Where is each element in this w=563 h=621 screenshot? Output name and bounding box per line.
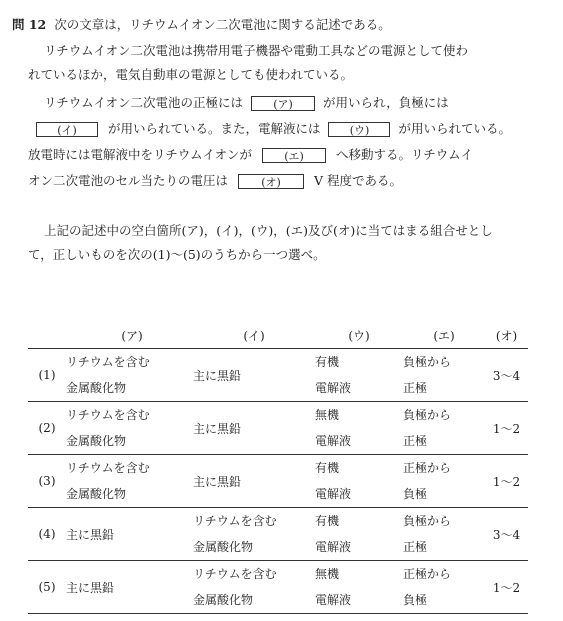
cell-d — [403, 349, 485, 402]
choice-number: (4) — [28, 508, 66, 561]
cell-text: 負極から — [403, 355, 452, 369]
table-header-row — [28, 322, 528, 349]
text-segment: が用いられ，負極には — [322, 95, 449, 110]
cell-d — [403, 508, 485, 561]
blank-a: (ア) — [251, 96, 315, 111]
cell-text: 金属酸化物 — [66, 434, 127, 448]
cell-b — [193, 508, 315, 561]
cell-b — [193, 561, 315, 614]
answer-choices-table — [28, 322, 528, 614]
question-intro: 次の文章は，リチウムイオン二次電池に関する記述である。 — [54, 17, 391, 32]
cell-text: 有機 — [315, 355, 340, 369]
table-row[interactable] — [28, 455, 528, 508]
choice-number: (1) — [28, 349, 66, 402]
cell-text: リチウムを含む — [193, 567, 277, 581]
cell-e: 3～4 — [485, 349, 528, 402]
text-segment: が用いられている。また，電解液には — [107, 121, 321, 136]
paragraph-2-line-2 — [36, 120, 511, 138]
cell-c — [315, 349, 403, 402]
cell-text: 金属酸化物 — [66, 381, 127, 395]
cell-text: 電解液 — [315, 487, 352, 501]
cell-e: 3～4 — [485, 508, 528, 561]
header-cell: (ア) — [66, 322, 193, 349]
text-segment: が用いられている。 — [398, 121, 511, 136]
cell-e: 1～2 — [485, 455, 528, 508]
paragraph-1-line-1: リチウムイオン二次電池は携帯用電子機器や電動工具などの電源として使わ — [44, 43, 469, 58]
paragraph-2-line-1 — [44, 94, 449, 112]
paragraph-2-line-3 — [28, 146, 473, 164]
instruction-line-1: 上記の記述中の空白箇所(ア)，(イ)，(ウ)，(エ)及び(オ)に当てはまる組合せとし — [44, 223, 493, 238]
table-row[interactable] — [28, 349, 528, 402]
cell-a — [66, 561, 193, 614]
cell-text: 無機 — [315, 567, 340, 581]
table-row[interactable] — [28, 402, 528, 455]
cell-d — [403, 561, 485, 614]
cell-text: リチウムを含む — [66, 408, 150, 422]
header-cell — [28, 322, 66, 349]
blank-e: (オ) — [238, 174, 304, 189]
cell-a — [66, 402, 193, 455]
text-segment: 放電時には電解液中をリチウムイオンが — [28, 147, 253, 162]
cell-e: 1～2 — [485, 402, 528, 455]
blank-b: (イ) — [36, 122, 98, 137]
blank-c: (ウ) — [328, 122, 390, 137]
header-cell: (エ) — [403, 322, 485, 349]
cell-text: 電解液 — [315, 381, 352, 395]
cell-text: 電解液 — [315, 593, 352, 607]
cell-text: 正極 — [403, 540, 428, 554]
choice-number: (5) — [28, 561, 66, 614]
paragraph-1-line-2: れているほか，電気自動車の電源としても使われている。 — [28, 67, 354, 82]
cell-d — [403, 455, 485, 508]
cell-a — [66, 508, 193, 561]
cell-c — [315, 508, 403, 561]
question-number: 問 12 — [12, 17, 47, 32]
text-segment: リチウムイオン二次電池の正極には — [44, 95, 244, 110]
cell-text: リチウムを含む — [66, 355, 150, 369]
cell-text: 負極から — [403, 408, 452, 422]
cell-a — [66, 455, 193, 508]
text-segment: オン二次電池のセル当たりの電圧は — [28, 173, 229, 188]
cell-text: リチウムを含む — [193, 514, 277, 528]
header-cell: (ウ) — [315, 322, 403, 349]
cell-text: 無機 — [315, 408, 340, 422]
cell-text: 負極から — [403, 514, 452, 528]
cell-c — [315, 402, 403, 455]
cell-text: 主に黒鉛 — [66, 527, 115, 542]
cell-text: 主に黒鉛 — [193, 474, 242, 489]
table-row[interactable] — [28, 508, 528, 561]
cell-c — [315, 561, 403, 614]
cell-text: 有機 — [315, 514, 340, 528]
cell-b — [193, 349, 315, 402]
instruction-line-2: て，正しいものを次の(1)～(5)のうちから一つ選べ。 — [28, 247, 326, 262]
cell-text: 主に黒鉛 — [193, 421, 242, 436]
question-header — [12, 16, 391, 34]
cell-text: 負極 — [403, 487, 428, 501]
table-row[interactable] — [28, 561, 528, 614]
cell-e: 1～2 — [485, 561, 528, 614]
cell-text: 有機 — [315, 461, 340, 475]
cell-a — [66, 349, 193, 402]
cell-text: 正極から — [403, 461, 452, 475]
choice-number: (3) — [28, 455, 66, 508]
text-segment: V 程度である。 — [313, 173, 402, 188]
paragraph-2-line-4 — [28, 172, 402, 190]
header-cell: (イ) — [193, 322, 315, 349]
cell-text: 正極から — [403, 567, 452, 581]
cell-text: 金属酸化物 — [66, 487, 127, 501]
cell-text: 正極 — [403, 381, 428, 395]
header-cell: (オ) — [485, 322, 528, 349]
cell-text: 主に黒鉛 — [66, 580, 115, 595]
cell-text: リチウムを含む — [66, 461, 150, 475]
cell-text: 負極 — [403, 593, 428, 607]
cell-c — [315, 455, 403, 508]
cell-text: 金属酸化物 — [193, 593, 254, 607]
cell-text: 電解液 — [315, 434, 352, 448]
choice-number: (2) — [28, 402, 66, 455]
cell-b — [193, 455, 315, 508]
blank-d: (エ) — [262, 148, 326, 163]
cell-text: 金属酸化物 — [193, 540, 254, 554]
cell-d — [403, 402, 485, 455]
text-segment: へ移動する。リチウムイ — [335, 147, 473, 162]
cell-text: 正極 — [403, 434, 428, 448]
cell-text: 電解液 — [315, 540, 352, 554]
cell-text: 主に黒鉛 — [193, 368, 242, 383]
cell-b — [193, 402, 315, 455]
